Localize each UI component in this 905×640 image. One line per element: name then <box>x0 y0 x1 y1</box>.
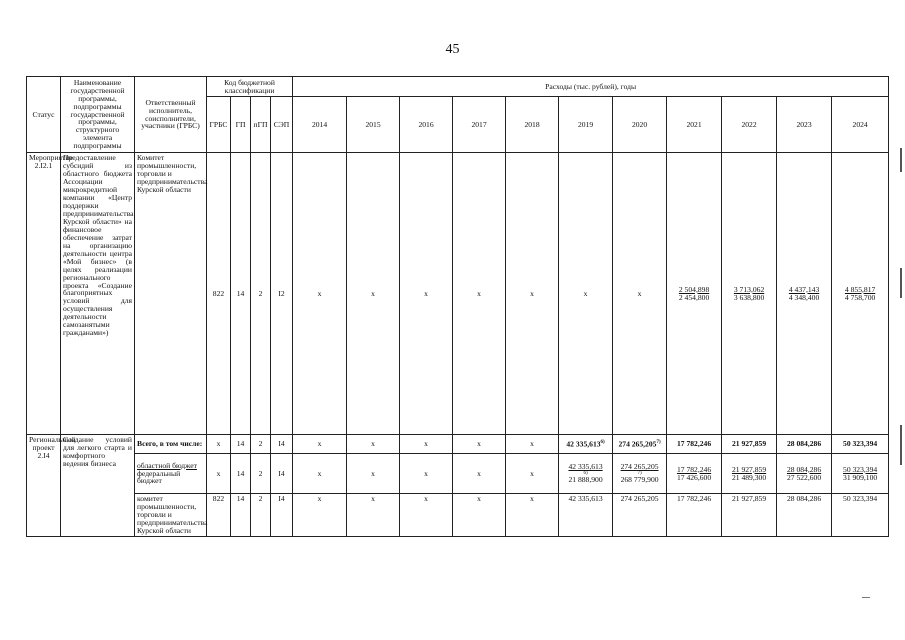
project-budgets-2024 <box>832 454 889 494</box>
table-row-measure <box>27 153 889 435</box>
measure-2020: x <box>613 153 667 435</box>
scan-speck <box>862 597 870 598</box>
measure-code-sep: I2 <box>271 153 293 435</box>
project-total-code-pgp: 2 <box>251 435 271 454</box>
project-total-2017: x <box>453 435 506 454</box>
scan-edge-mark <box>900 425 902 465</box>
project-budgets-2023 <box>777 454 832 494</box>
table-row-project-budgets <box>27 454 889 494</box>
project-committee-label: комитет промышленности, торговли и предпринимательства Курской области <box>135 494 207 537</box>
measure-2021 <box>667 153 722 435</box>
scan-edge-mark <box>900 268 902 298</box>
project-budgets-2020-federal: 268 779,900 <box>620 475 659 485</box>
project-budgets-2024-regional: 50 323,394 <box>843 464 878 474</box>
project-committee-2021: 17 782,246 <box>667 494 722 537</box>
measure-2024 <box>832 153 889 435</box>
project-budgets-2019-regional-value: 42 335,613 <box>568 461 603 471</box>
header-year-2018: 2018 <box>506 97 559 153</box>
project-budgets-code-grbs: x <box>207 454 231 494</box>
measure-status: Мероприятие 2.I2.1 <box>27 153 61 435</box>
measure-responsible: Комитет промышленности, торговли и предпринимательства Курской области <box>135 153 207 435</box>
measure-2018: x <box>506 153 559 435</box>
header-code-grbs: ГРБС <box>207 97 231 153</box>
project-budgets-code-sep: I4 <box>271 454 293 494</box>
measure-2017: x <box>453 153 506 435</box>
measure-2023-federal: 4 348,400 <box>788 292 820 302</box>
header-expenses-group: Расходы (тыс. рублей), годы <box>293 77 889 97</box>
header-year-2019: 2019 <box>559 97 613 153</box>
project-total-code-gp: 14 <box>231 435 251 454</box>
project-total-2022: 21 927,859 <box>722 435 777 454</box>
header-name: Наименование государственной программы, подпрограммы государственной программы, структурного элемента подпрограммы <box>61 77 135 153</box>
header-code-group: Код бюджетной классификации <box>207 77 293 97</box>
project-committee-2017: x <box>453 494 506 537</box>
project-budgets-2021-regional: 17 782,246 <box>676 464 712 474</box>
header-year-2021: 2021 <box>667 97 722 153</box>
project-budgets-2022-federal: 21 489,300 <box>731 472 767 482</box>
measure-2022-total: 3 713,062 <box>733 284 765 294</box>
project-total-label: Всего, в том числе: <box>135 435 207 454</box>
project-total-2014: x <box>293 435 347 454</box>
project-budgets-code-pgp: 2 <box>251 454 271 494</box>
header-responsible: Ответственный исполнитель, соисполнители, участники (ГРБС) <box>135 77 207 153</box>
measure-2015: x <box>347 153 400 435</box>
header-year-2023: 2023 <box>777 97 832 153</box>
measure-name: Предоставление субсидий из областного бюджета Ассоциации микрокредитной компании «Центр поддержки предпринимательства Курской области» на финансовое обеспечение затрат на организацию деятельности центра «Мой бизнес» (в целях реализации регионального проекта «Создание благоприятных условий для осуществления деятельности самозанятыми гражданами») <box>61 153 135 435</box>
project-budgets-2017: x <box>453 454 506 494</box>
project-committee-code-grbs: 822 <box>207 494 231 537</box>
regional-budget-label: областной бюджет <box>137 460 197 470</box>
budget-expenses-table <box>26 76 889 537</box>
header-year-2024: 2024 <box>832 97 889 153</box>
project-committee-2015: x <box>347 494 400 537</box>
project-total-2019-note: 6) <box>600 439 605 445</box>
measure-2022 <box>722 153 777 435</box>
header-year-2017: 2017 <box>453 97 506 153</box>
project-total-2015: x <box>347 435 400 454</box>
project-committee-code-gp: 14 <box>231 494 251 537</box>
header-year-2016: 2016 <box>400 97 453 153</box>
project-committee-2018: x <box>506 494 559 537</box>
project-total-2020 <box>613 435 667 454</box>
measure-2022-federal: 3 638,800 <box>733 292 765 302</box>
project-total-2023: 28 084,286 <box>777 435 832 454</box>
project-budgets-2020-note: 7) <box>637 470 642 476</box>
project-total-2020-value: 274 265,205 <box>618 439 657 449</box>
project-budgets-2014: x <box>293 454 347 494</box>
project-total-2020-note: 7) <box>656 439 661 445</box>
project-committee-2016: x <box>400 494 453 537</box>
project-budgets-2020-regional-value: 274 265,205 <box>620 461 659 471</box>
project-budgets-2022-regional: 21 927,859 <box>731 464 767 474</box>
project-committee-2023: 28 084,286 <box>777 494 832 537</box>
page-number: 45 <box>445 42 460 57</box>
project-name: Создание условий для легкого старта и комфортного ведения бизнеса <box>61 435 135 537</box>
header-year-2014: 2014 <box>293 97 347 153</box>
measure-2023 <box>777 153 832 435</box>
project-total-2019-value: 42 335,613 <box>566 439 601 449</box>
project-budgets-label <box>135 454 207 494</box>
header-status: Статус <box>27 77 61 153</box>
project-budgets-2016: x <box>400 454 453 494</box>
measure-code-pgp: 2 <box>251 153 271 435</box>
project-total-2016: x <box>400 435 453 454</box>
header-year-2015: 2015 <box>347 97 400 153</box>
project-budgets-code-gp: 14 <box>231 454 251 494</box>
measure-2021-federal: 2 454,800 <box>678 292 710 302</box>
project-budgets-2021-federal: 17 426,600 <box>676 472 712 482</box>
table-row-project-committee <box>27 494 889 537</box>
project-total-2024: 50 323,394 <box>832 435 889 454</box>
measure-code-gp: 14 <box>231 153 251 435</box>
measure-2016: x <box>400 153 453 435</box>
project-budgets-2020 <box>613 454 667 494</box>
project-budgets-2018: x <box>506 454 559 494</box>
header-year-2022: 2022 <box>722 97 777 153</box>
measure-2019: x <box>559 153 613 435</box>
federal-budget-label: федеральный бюджет <box>137 468 181 486</box>
project-budgets-2022 <box>722 454 777 494</box>
project-committee-2014: x <box>293 494 347 537</box>
scan-edge-mark <box>900 148 902 172</box>
header-year-2020: 2020 <box>613 97 667 153</box>
project-status: Региональный проект 2.I4 <box>27 435 61 537</box>
header-code-gp: ГП <box>231 97 251 153</box>
header-code-sep: СЭП <box>271 97 293 153</box>
project-total-code-grbs: x <box>207 435 231 454</box>
measure-2021-total: 2 504,898 <box>678 284 710 294</box>
project-committee-code-pgp: 2 <box>251 494 271 537</box>
project-committee-2020: 274 265,205 <box>613 494 667 537</box>
project-committee-2024: 50 323,394 <box>832 494 889 537</box>
project-budgets-2021 <box>667 454 722 494</box>
project-committee-2019: 42 335,613 <box>559 494 613 537</box>
project-total-2018: x <box>506 435 559 454</box>
project-budgets-2019 <box>559 454 613 494</box>
table-row-project-total <box>27 435 889 454</box>
measure-2024-federal: 4 758,700 <box>844 292 876 302</box>
project-committee-2022: 21 927,859 <box>722 494 777 537</box>
measure-2023-total: 4 437,143 <box>788 284 820 294</box>
project-committee-code-sep: I4 <box>271 494 293 537</box>
project-budgets-2015: x <box>347 454 400 494</box>
header-code-pgp: пГП <box>251 97 271 153</box>
measure-2024-total: 4 855,817 <box>844 284 876 294</box>
measure-2014: x <box>293 153 347 435</box>
project-budgets-2019-note: 6) <box>583 470 588 476</box>
project-total-2021: 17 782,246 <box>667 435 722 454</box>
project-budgets-2019-federal: 21 888,900 <box>568 475 603 485</box>
measure-code-grbs: 822 <box>207 153 231 435</box>
project-total-code-sep: I4 <box>271 435 293 454</box>
project-budgets-2023-regional: 28 084,286 <box>786 464 822 474</box>
project-total-2019 <box>559 435 613 454</box>
project-budgets-2023-federal: 27 522,600 <box>786 472 822 482</box>
project-budgets-2024-federal: 31 909,100 <box>843 472 878 482</box>
